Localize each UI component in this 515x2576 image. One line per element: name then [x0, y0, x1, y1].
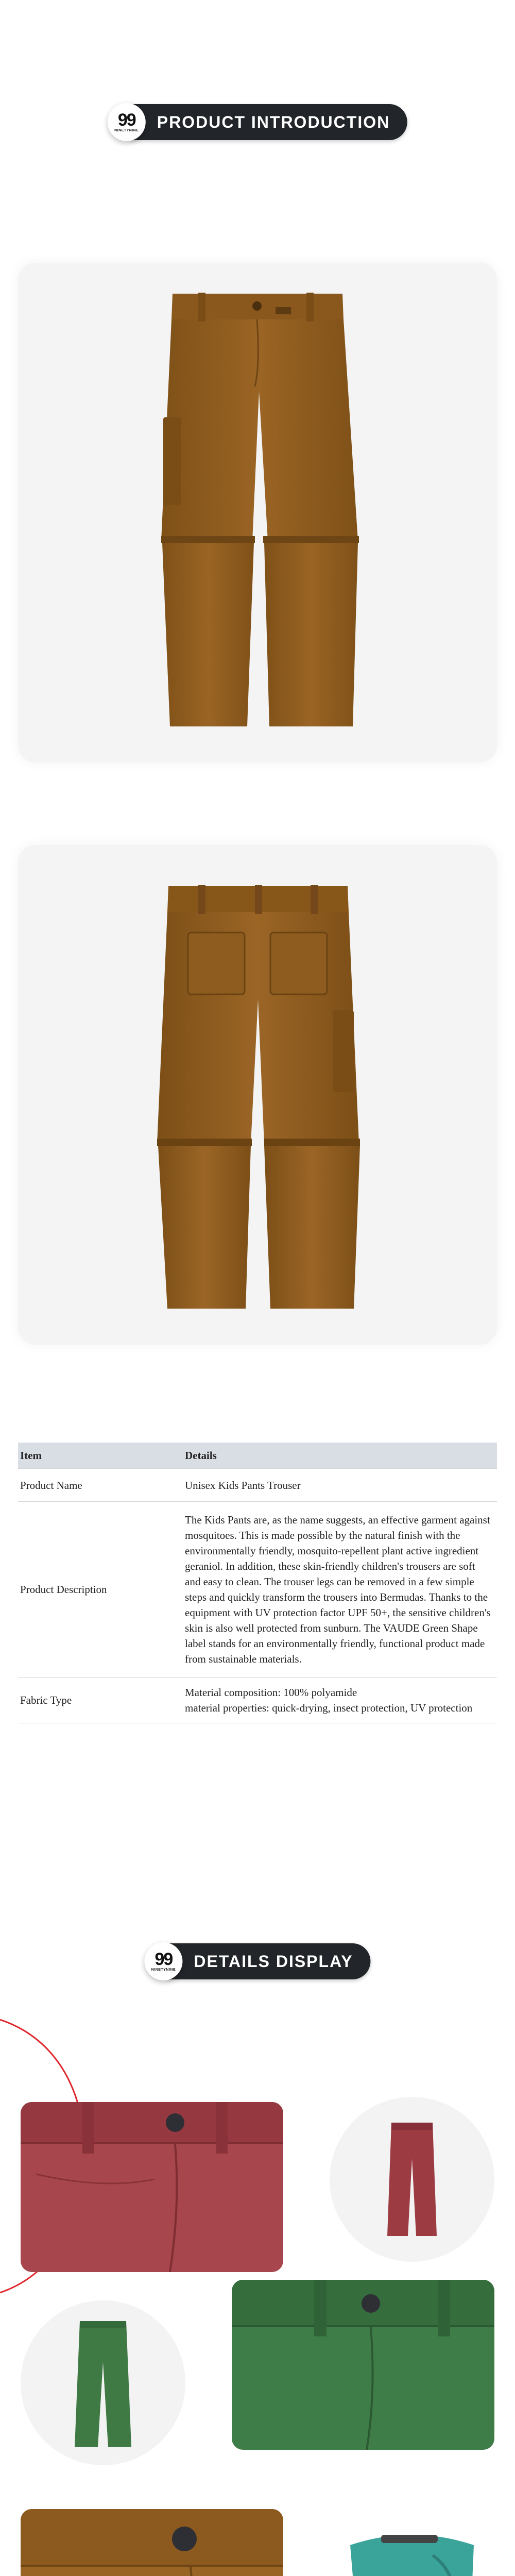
table-row	[18, 1677, 497, 1723]
table-header-details: Details	[183, 1443, 497, 1469]
table-cell-item: Fabric Type	[18, 1677, 183, 1723]
brown-waist-illustration	[21, 2509, 283, 2576]
table-row	[18, 1469, 497, 1502]
pants-back-illustration	[18, 845, 497, 1345]
table-cell-item: Product Description	[18, 1502, 183, 1677]
red-waist-illustration	[21, 2102, 283, 2272]
fabric-composition: Material composition: 100% polyamide	[185, 1686, 357, 1699]
detail-image-brown-waist	[21, 2509, 283, 2576]
table-header-row	[18, 1443, 497, 1469]
section-title-bar	[130, 104, 407, 140]
detail-image-red-full	[330, 2097, 494, 2262]
table-header-item: Item	[18, 1443, 183, 1469]
brand-logo-text: NINETYNINE	[151, 1968, 176, 1972]
detail-image-red-waist	[21, 2102, 283, 2272]
brand-logo-text: NINETYNINE	[114, 128, 139, 132]
section-title: PRODUCT INTRODUCTION	[157, 112, 390, 131]
table-row	[18, 1502, 497, 1677]
red-pants-illustration	[330, 2097, 494, 2262]
product-image-front	[18, 263, 497, 762]
detail-image-green-full	[21, 2300, 185, 2465]
product-image-back	[18, 845, 497, 1345]
table-cell-item: Product Name	[18, 1469, 183, 1502]
fabric-properties: material properties: quick-drying, insect protection, UV protection	[185, 1702, 473, 1714]
brand-logo	[108, 103, 146, 141]
detail-image-teal-legs	[330, 2514, 494, 2576]
table-cell-details	[183, 1677, 497, 1723]
section-title: DETAILS DISPLAY	[194, 1952, 353, 1971]
section-title-bar	[167, 1943, 370, 1979]
spec-table	[18, 1443, 497, 1723]
brand-logo-number: 99	[154, 1949, 173, 1969]
section-header-details-display	[144, 1942, 370, 1980]
teal-legs-illustration	[330, 2514, 494, 2576]
green-waist-illustration	[232, 2280, 494, 2450]
pants-front-illustration	[18, 263, 497, 762]
table-cell-details: The Kids Pants are, as the name suggests, an effective garment against mosquitoes. This is made possible by the natural finish with the environmentally friendly, mosquito-repellent plant active ingredient geraniol. In addition, these skin-friendly children's trousers are soft and easy to clean. The trouser legs can be removed in a few simple steps and quickly transform the trousers into Bermudas. Thanks to the equipment with UV protection factor UPF 50+, the sensitive children's skin is also well protected from sunburn. The VAUDE Green Shape label stands for an environmentally friendly, functional product made from sustainable materials.	[183, 1502, 497, 1677]
detail-image-green-waist	[232, 2280, 494, 2450]
brand-logo	[144, 1942, 182, 1980]
brand-logo-number: 99	[117, 110, 135, 130]
section-header-product-introduction	[108, 103, 407, 141]
green-pants-illustration	[21, 2300, 185, 2465]
table-cell-details: Unisex Kids Pants Trouser	[183, 1469, 497, 1502]
